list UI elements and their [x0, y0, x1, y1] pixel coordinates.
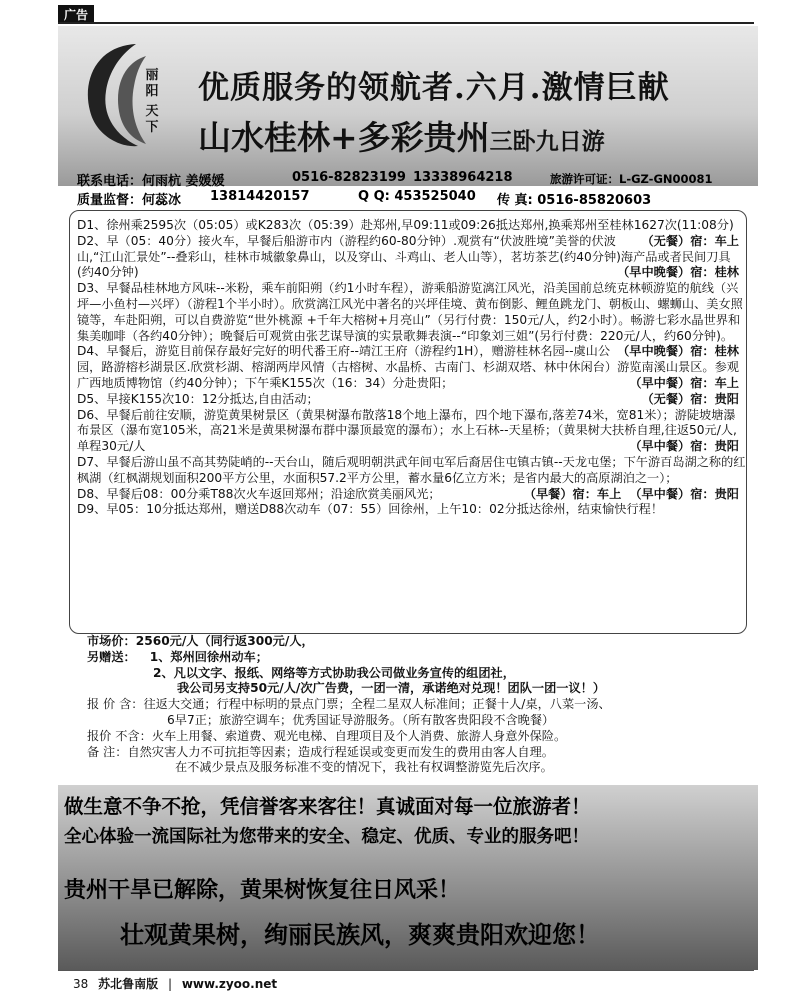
itinerary-day-4: D4、早餐后，游览目前保存最好完好的明代番王府--靖江王府（游程约1H），赠游桂林名园--虞山公园，路游榕杉湖景区.欣赏杉湖、榕湖两岸风情（古榕树、水晶桥、古南门、杉湖双塔、林中休闲台）游览南溪山景区。参观广西地质博物馆（约40分钟）；下午乘K155次（16：34）分赴贵阳； （早中餐）宿：车上	[77, 344, 739, 390]
top-rule	[58, 22, 754, 24]
logo-text-2: 天下	[145, 104, 159, 135]
gift-line-2: 2、凡以文字、报纸、网络等方式协助我公司做业务宣传的组团社，	[153, 665, 515, 680]
itinerary-day-9: D9、早05：10分抵达郑州，赠送D88次动车（07：55）回徐州，上午10：02分抵达徐州，结束愉快行程！	[77, 502, 664, 517]
notes-line-1: 备 注：自然灾害人力不可抗拒等因素；造成行程延误或变更而发生的费用由客人自理。	[87, 744, 554, 759]
slogan-4: 壮观黄果树，绚丽民族风，爽爽贵阳欢迎您！	[120, 921, 600, 949]
itinerary-day-2: D2、早（05：40分）接火车，早餐后船游市内（游程约60-80分钟）.观赏有“伏波胜境”美誉的伏波山,“江山汇景处”--叠彩山，桂林市城徽象鼻山，以及穿山、斗鸡山、老人山等），茗坊茶艺(约40分钟)海产品或者民间刀具(约40分钟) （早中晚餐）宿：桂林	[77, 233, 739, 280]
ad-tag: 广告	[58, 5, 94, 24]
slogan-3: 贵州干旱已解除，黄果树恢复往日风采！	[64, 878, 461, 903]
itinerary-day-8: D8、早餐后08：00分乘T88次火车返回郑州；沿途欣赏美丽风光； （早餐）宿：车上	[77, 486, 622, 501]
itinerary-day-1: D1、徐州乘2595次（05:05）或K283次（05:39）赴郑州,早09:11或09:26抵达郑州,换乘郑州至桂林1627次(11:08分) （无餐）宿：车上	[77, 218, 739, 248]
bottom-rule	[58, 970, 754, 971]
footer-website[interactable]: www.zyoo.net	[181, 977, 278, 991]
excludes-line: 报价 不含：火车上用餐、索道费、观光电梯、自理项目及个人消费、旅游人身意外保险。	[87, 728, 567, 743]
itinerary-day-6: D6、早餐后前往安顺，游览黄果树景区（黄果树瀑布散落18个地上瀑布，四个地下瀑布,落差74米，宽81米）；游陡坡塘瀑布景区（瀑布宽105米，高21米是黄果树瀑布群中瀑顶最宽的瀑布）；水上石林--天星桥；（黄果树大扶桥自理,往返50元/人,单程30元/人 （早中餐）宿：贵阳	[77, 407, 739, 454]
headline-primary: 优质服务的领航者.六月.激情巨献	[198, 70, 670, 106]
notes-line-2: 在不减少景点及服务标准不变的情况下，我社有权调整游览先后次序。	[175, 760, 553, 775]
market-price: 市场价：2560元/人（同行返300元/人，	[87, 634, 314, 648]
logo-text: 丽阳	[145, 68, 159, 99]
gift-line-1: 另赠送： 1、郑州回徐州动车；	[87, 649, 268, 664]
itinerary-day-7: D7、早餐后游山虽不高其势陡峭的--天台山，随后观明朝洪武年间屯军后裔居住屯镇古镇--天龙屯堡；下午游百岛湖之称的红枫湖（红枫湖规划面积200平方公里，水面积57.2平方公里，蓄水量6亿立方米；是省内最大的高原湖泊之一）； （早中餐）宿：贵阳	[77, 454, 746, 501]
includes-line-2: 6早7正；旅游空调车；优秀国证导游服务。（所有散客贵阳段不含晚餐）	[167, 712, 555, 727]
slogan-banner	[58, 785, 758, 970]
itinerary-day-5: D5、早接K155次10：12分抵达,自由活动； （无餐）宿：贵阳	[77, 391, 739, 406]
itinerary-list	[77, 218, 747, 518]
itinerary-day-3: D3、早餐品桂林地方风味--米粉，乘车前阳朔（约1小时车程），游乘船游览漓江风光，沿美国前总统克林顿游览的航线（兴坪—小鱼村—兴坪）（游程1个半小时）。欣赏漓江风光中著名的兴坪佳境、黄布倒影、鲤鱼跳龙门、朝板山、螺蛳山、美女照镜等，车赴阳朔，可以自费游览“世外桃源 +千年大榕树+月亮山”（另行付费：150元/人，约2小时）。畅游七彩水晶世界和集美咖啡（各约40分钟）；晚餐后可观赏由张艺谋导演的实景歌舞表演--“印象刘三姐”(另行付费：220元/人，约60分钟)。 （早中晚餐）宿：桂林	[77, 281, 743, 359]
headline-secondary: 山水桂林+多彩贵州三卧九日游	[198, 118, 605, 157]
pricing-section	[87, 634, 747, 776]
gift-line-3: 我公司另支持50元/人/次广告费，一团一清，承诺绝对兑现！团队一团一议！）	[177, 681, 606, 696]
slogan-1: 做生意不争不抢，凭信誉客来客往！真诚面对每一位旅游者！	[64, 795, 591, 818]
footer: 38 苏北鲁南版 | www.zyoo.net	[73, 977, 278, 991]
includes-line-1: 报 价 含：往返大交通；行程中标明的景点门票；全程二星双人标准间；正餐十人/桌，八菜一汤、	[87, 697, 611, 712]
header-banner	[58, 26, 758, 186]
slogan-2: 全心体验一流国际社为您带来的安全、稳定、优质、专业的服务吧！	[64, 827, 589, 847]
